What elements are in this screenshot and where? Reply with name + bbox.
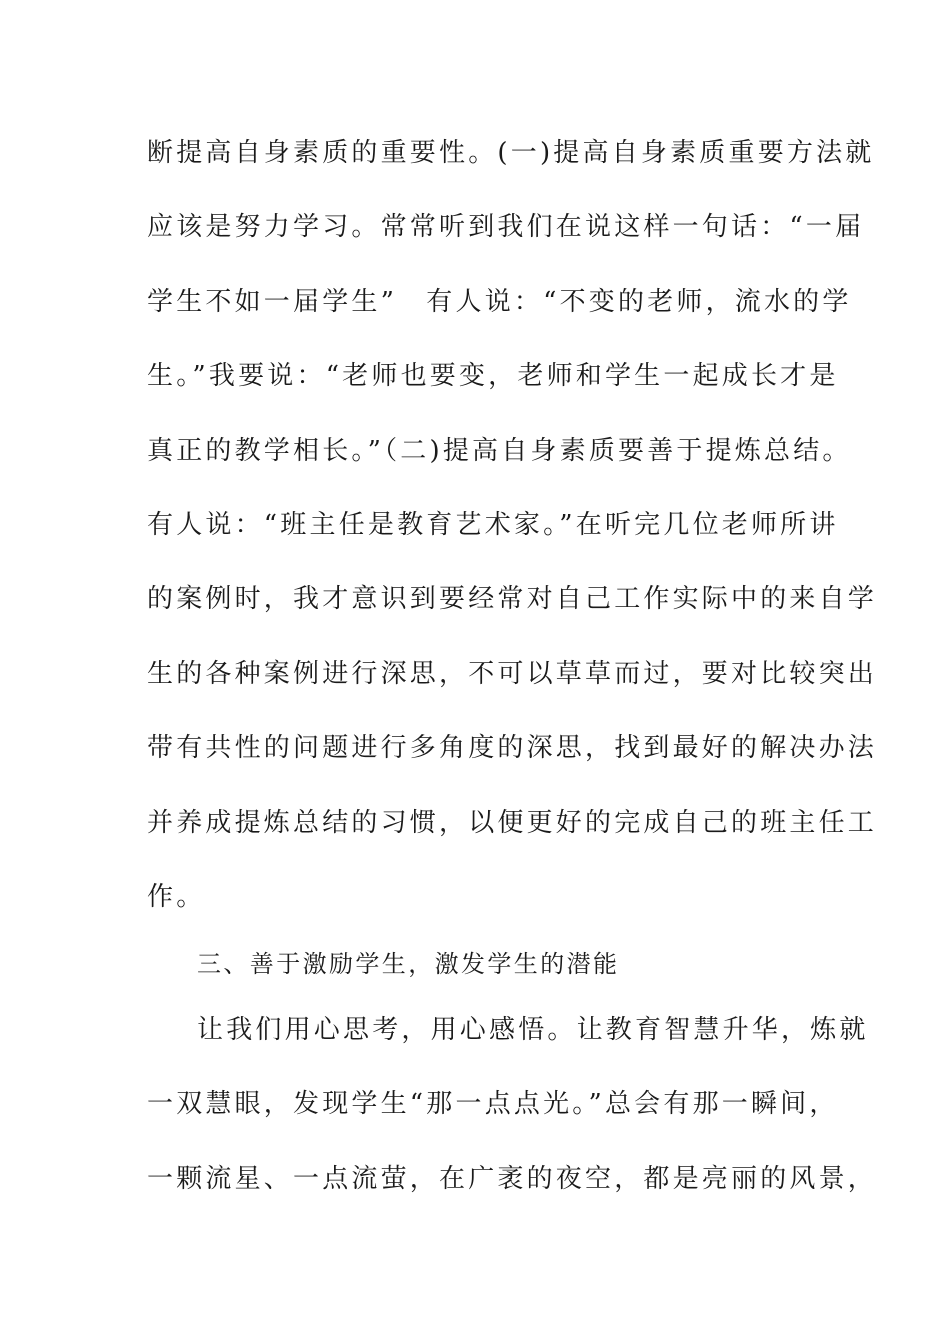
- body-text-line: 的案例时，我才意识到要经常对自己工作实际中的来自学: [147, 584, 878, 614]
- body-text-line: 生。”我要说：“老师也要变，老师和学生一起成长才是: [147, 361, 839, 391]
- body-text-line: 断提高自身素质的重要性。(一)提高自身素质重要方法就: [147, 138, 875, 168]
- body-text-line: 生的各种案例进行深思，不可以草草而过，要对比较突出: [147, 659, 878, 689]
- body-text-line: 真正的教学相长。”（二)提高自身素质要善于提炼总结。: [147, 436, 852, 466]
- body-text-line: 有人说：“班主任是教育艺术家。”在听完几位老师所讲: [147, 510, 839, 540]
- body-text-line: 并养成提炼总结的习惯，以便更好的完成自己的班主任工: [147, 808, 878, 838]
- body-text-line: 应该是努力学习。常常听到我们在说这样一句话：“一届: [147, 212, 865, 242]
- body-text-line: 让我们用心思考，用心感悟。让教育智慧升华，炼就: [197, 1015, 869, 1045]
- body-text-line: 一双慧眼，发现学生“那一点点光。”总会有那一瞬间，: [147, 1089, 839, 1119]
- body-text-line: 作。: [147, 882, 206, 912]
- section-heading: 三、善于激励学生，激发学生的潜能: [197, 950, 620, 978]
- body-text-line: 学生不如一届学生” 有人说：“不变的老师，流水的学: [147, 287, 852, 317]
- body-text-line: 带有共性的问题进行多角度的深思，找到最好的解决办法: [147, 733, 878, 763]
- body-text-line: 一颗流星、一点流萤，在广袤的夜空，都是亮丽的风景，: [147, 1164, 878, 1194]
